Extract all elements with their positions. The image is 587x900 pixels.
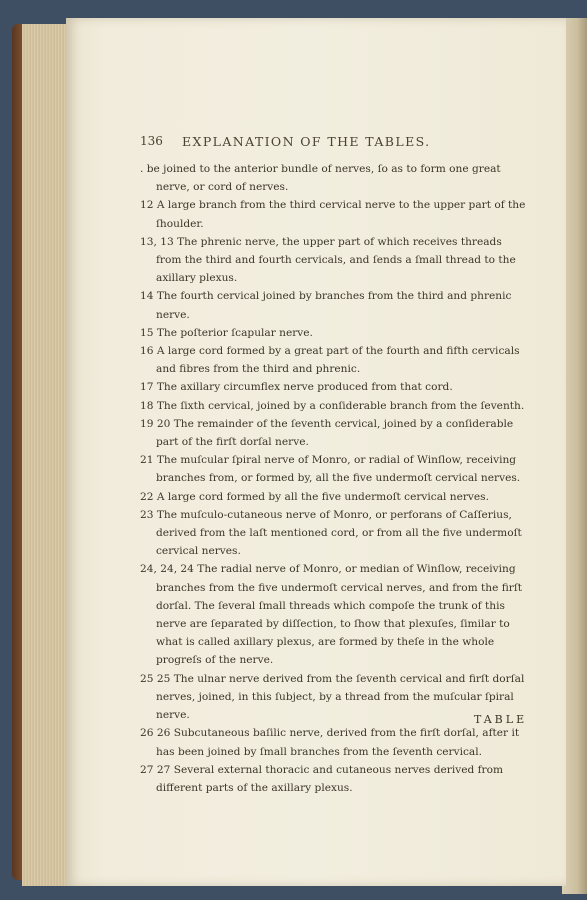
entry: 23 The muſculo-cutaneous nerve of Monro, or perforans of Caſſerius, derived from the laſt mentioned cord, or from all the five undermoſt cervical nerves. bbox=[140, 508, 522, 558]
running-title: EXPLANATION OF THE TABLES. bbox=[182, 134, 431, 149]
running-header bbox=[140, 134, 500, 156]
page-number: 136 bbox=[140, 134, 163, 148]
entry: 17 The axillary circumflex nerve produced from that cord. bbox=[140, 381, 453, 394]
entry: 21 The muſcular ſpiral nerve of Monro, or radial of Winſlow, receiving branches from, or formed by, all the five undermoſt cervical nerves. bbox=[140, 454, 521, 485]
entry: 16 A large cord formed by a great part of the fourth and fifth cervicals and fibres from the third and phrenic. bbox=[140, 345, 520, 376]
entry: 22 A large cord formed by all the five undermoſt cervical nerves. bbox=[140, 490, 489, 503]
entry: 15 The poſterior ſcapular nerve. bbox=[140, 326, 313, 339]
entry: 25 25 The ulnar nerve derived from the ſeventh cervical and firſt dorſal nerves, joined, in this ſubject, by a thread from the muſcular ſpiral nerve. bbox=[140, 672, 525, 722]
entry: 26 26 Subcutaneous baſilic nerve, derived from the firſt dorſal, after it has been joined by ſmall branches from the ſeventh cervical. bbox=[140, 727, 520, 758]
entry: 24, 24, 24 The radial nerve of Monro, or median of Winſlow, receiving branches from the five undermoſt cervical nerves, and from the firſt dorſal. The ſeveral ſmall threads which compoſe the trunk of this nerve are ſeparated by diſſection, to ſhow that plexuſes, ſimilar to what is called axillary plexus, are formed by theſe in the whole progreſs of the nerve. bbox=[140, 563, 523, 667]
entry: 12 A large branch from the third cervical nerve to the upper part of the ſhoulder. bbox=[140, 199, 526, 230]
entry: 18 The ſixth cervical, joined by a conſiderable branch from the ſeventh. bbox=[140, 399, 525, 412]
entry: . be joined to the anterior bundle of nerves, ſo as to form one great nerve, or cord of nerves. bbox=[140, 163, 501, 194]
catchword: TABLE bbox=[474, 713, 528, 726]
page-edges bbox=[22, 24, 69, 886]
entry: 19 20 The remainder of the ſeventh cervical, joined by a conſiderable part of the firſt dorſal nerve. bbox=[140, 417, 514, 449]
entry: 13, 13 The phrenic nerve, the upper part of which receives threads from the third and fourth cervicals, and ſends a ſmall thread to the axillary plexus. bbox=[140, 235, 516, 285]
entry: 27 27 Several external thoracic and cutaneous nerves derived from different parts of the axillary plexus. bbox=[140, 763, 504, 794]
page-text bbox=[140, 160, 530, 797]
entry: 14 The fourth cervical joined by branches from the third and phrenic nerve. bbox=[140, 290, 512, 321]
